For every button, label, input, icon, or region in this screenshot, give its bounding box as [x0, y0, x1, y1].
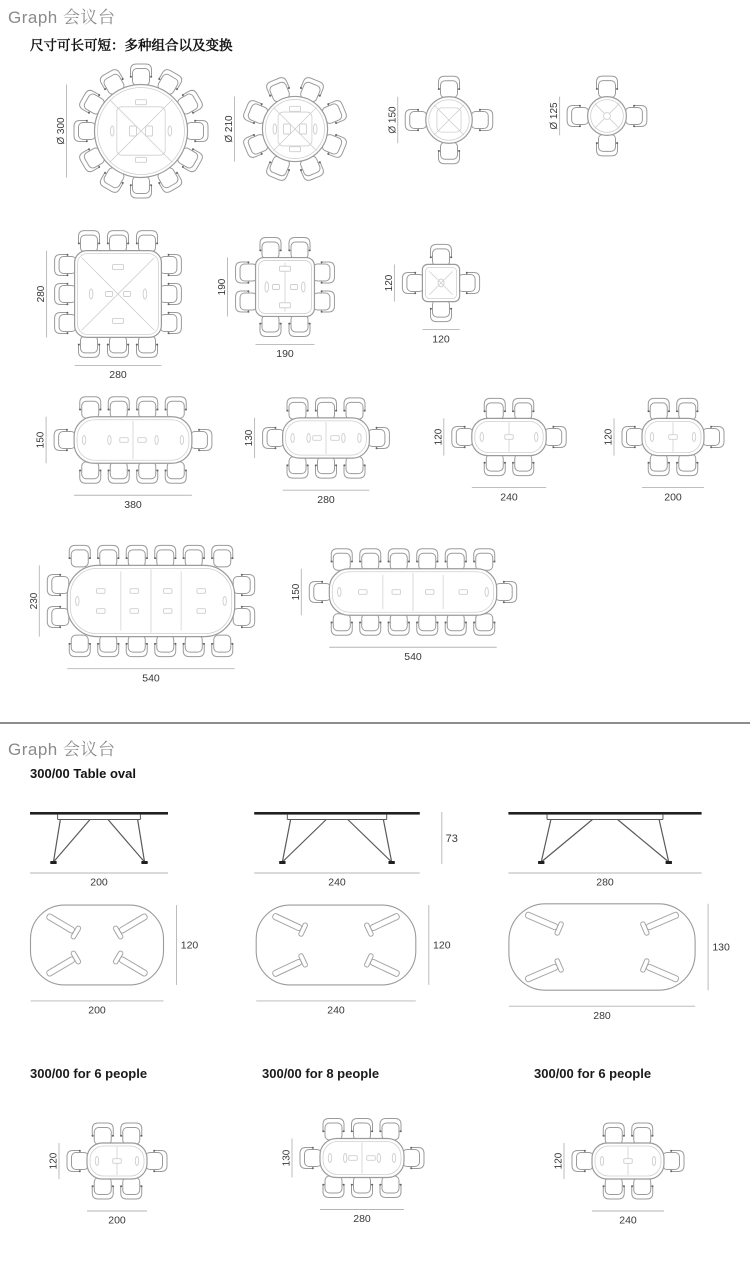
svg-text:230: 230: [28, 592, 40, 610]
svg-text:240: 240: [327, 1004, 345, 1017]
svg-text:200: 200: [88, 1004, 106, 1017]
svg-text:150: 150: [35, 431, 47, 449]
oval-table-280: [244, 398, 389, 506]
side-view-280: [508, 812, 701, 889]
top-view-240: [256, 905, 451, 1016]
svg-text:280: 280: [317, 493, 335, 506]
side-view-200: [30, 812, 168, 889]
svg-text:240: 240: [619, 1214, 637, 1227]
svg-text:200: 200: [108, 1214, 126, 1227]
caption-table-8-people: 300/00 for 8 people: [262, 1066, 380, 1081]
product-label: 300/00 Table oval: [30, 766, 136, 781]
caption-table-6-people-right: 300/00 for 6 people: [534, 1066, 652, 1081]
svg-text:130: 130: [712, 941, 730, 954]
oval-table-540x150: [291, 549, 517, 663]
svg-text:540: 540: [142, 672, 160, 685]
svg-text:Ø 210: Ø 210: [223, 115, 235, 143]
svg-text:130: 130: [281, 1149, 293, 1167]
svg-text:120: 120: [432, 333, 450, 346]
square-table-280: [36, 231, 181, 381]
svg-text:190: 190: [217, 278, 229, 296]
svg-text:130: 130: [244, 429, 256, 447]
side-view-240: [254, 812, 458, 889]
svg-text:Ø 150: Ø 150: [387, 106, 399, 134]
svg-text:190: 190: [276, 348, 294, 361]
oval-table-380: [36, 397, 212, 511]
svg-text:540: 540: [404, 650, 422, 663]
round-table-300: [56, 64, 208, 198]
svg-text:280: 280: [596, 876, 614, 889]
round-table-150: [387, 76, 493, 164]
top-view-200: [31, 905, 199, 1016]
round-table-125: [549, 76, 647, 156]
section2-title: Graph 会议台: [8, 740, 116, 759]
round-table-210: [224, 76, 348, 183]
top-view-280: [509, 904, 730, 1022]
svg-text:120: 120: [433, 939, 451, 952]
section-divider: [0, 722, 750, 724]
svg-text:240: 240: [328, 876, 346, 889]
svg-text:200: 200: [664, 491, 682, 504]
svg-text:120: 120: [383, 274, 395, 292]
svg-text:380: 380: [124, 498, 142, 511]
svg-text:240: 240: [500, 491, 518, 504]
caption-table-6-people-left: 300/00 for 6 people: [30, 1066, 148, 1081]
oval-table-240: [433, 398, 566, 503]
svg-text:280: 280: [593, 1009, 611, 1022]
square-table-190: [217, 238, 334, 361]
svg-text:280: 280: [36, 285, 48, 303]
svg-text:Ø 300: Ø 300: [56, 117, 67, 145]
svg-text:120: 120: [48, 1152, 60, 1170]
oval-table-200: [604, 398, 725, 503]
svg-text:120: 120: [433, 428, 445, 446]
svg-text:Ø 125: Ø 125: [549, 102, 561, 130]
svg-text:120: 120: [180, 939, 199, 952]
svg-text:150: 150: [290, 583, 302, 601]
meeting-table-200-6p: [49, 1123, 168, 1227]
meeting-table-280-8p: [282, 1119, 425, 1226]
svg-text:280: 280: [109, 369, 127, 382]
section1-subtitle: 尺寸可长可短：多种组合以及变换: [30, 38, 233, 53]
svg-text:280: 280: [353, 1213, 371, 1226]
svg-text:73: 73: [445, 832, 458, 845]
meeting-table-240-6p: [554, 1123, 685, 1227]
section1-title: Graph 会议台: [8, 8, 116, 27]
svg-text:120: 120: [553, 1152, 565, 1170]
square-table-120: [384, 244, 480, 345]
oval-table-540x230: [29, 545, 255, 684]
svg-text:200: 200: [90, 876, 108, 889]
svg-text:120: 120: [603, 428, 615, 446]
